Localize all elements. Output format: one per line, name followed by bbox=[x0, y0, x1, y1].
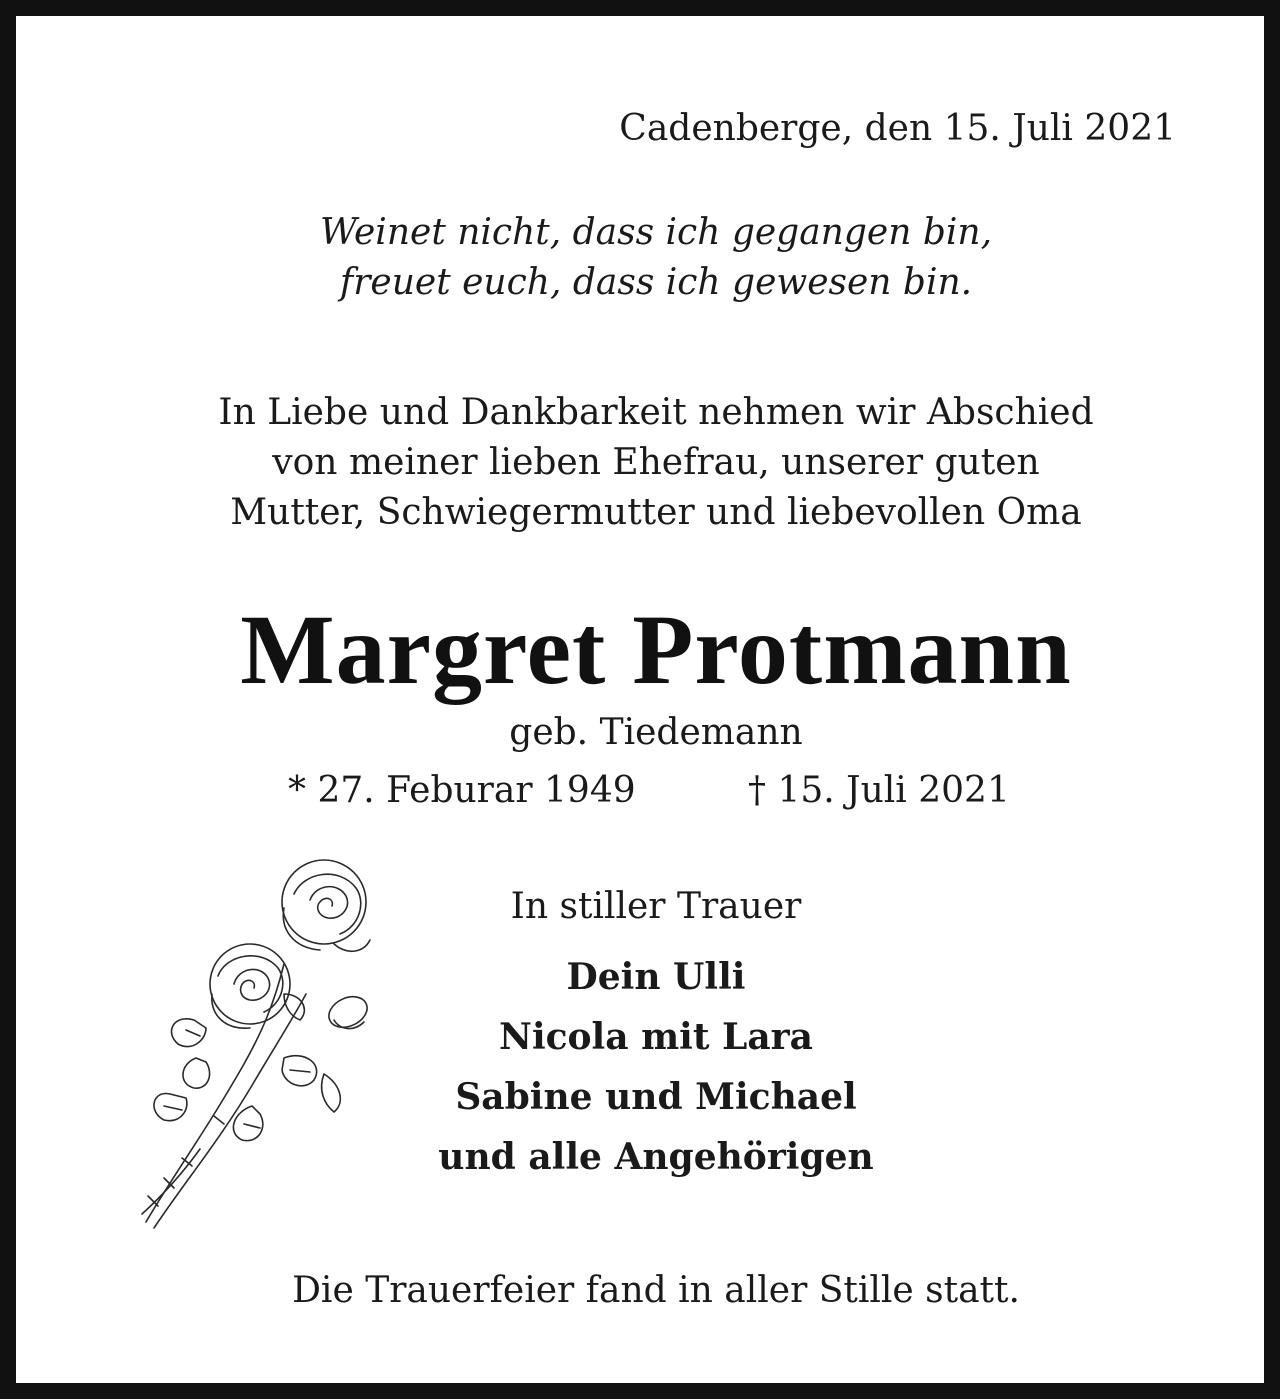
motto-line-2: freuet euch, dass ich gewesen bin. bbox=[339, 262, 973, 303]
funeral-notice: Die Trauerfeier fand in aller Stille statt. bbox=[292, 1270, 1020, 1311]
intro-line-3: Mutter, Schwiegermutter und liebevollen Oma bbox=[230, 492, 1082, 533]
mourner-name-1: Dein Ulli bbox=[566, 956, 746, 998]
death-date: † 15. Juli 2021 bbox=[748, 770, 1010, 811]
place-date: Cadenberge, den 15. Juli 2021 bbox=[619, 108, 1176, 149]
mourner-name-2: Nicola mit Lara bbox=[499, 1016, 813, 1058]
birth-name: geb. Tiedemann bbox=[509, 712, 803, 753]
mourner-name-3: Sabine und Michael bbox=[455, 1076, 857, 1118]
intro-line-2: von meiner lieben Ehefrau, unserer guten bbox=[272, 442, 1040, 483]
motto-line-1: Weinet nicht, dass ich gegangen bin, bbox=[319, 212, 993, 253]
deceased-name: Margret Protmann bbox=[240, 594, 1072, 705]
mourner-name-4: und alle Angehörigen bbox=[438, 1136, 874, 1178]
mourning-heading: In stiller Trauer bbox=[510, 886, 802, 927]
intro-line-1: In Liebe und Dankbarkeit nehmen wir Abschied bbox=[218, 392, 1094, 433]
birth-date: * 27. Feburar 1949 bbox=[288, 770, 636, 811]
